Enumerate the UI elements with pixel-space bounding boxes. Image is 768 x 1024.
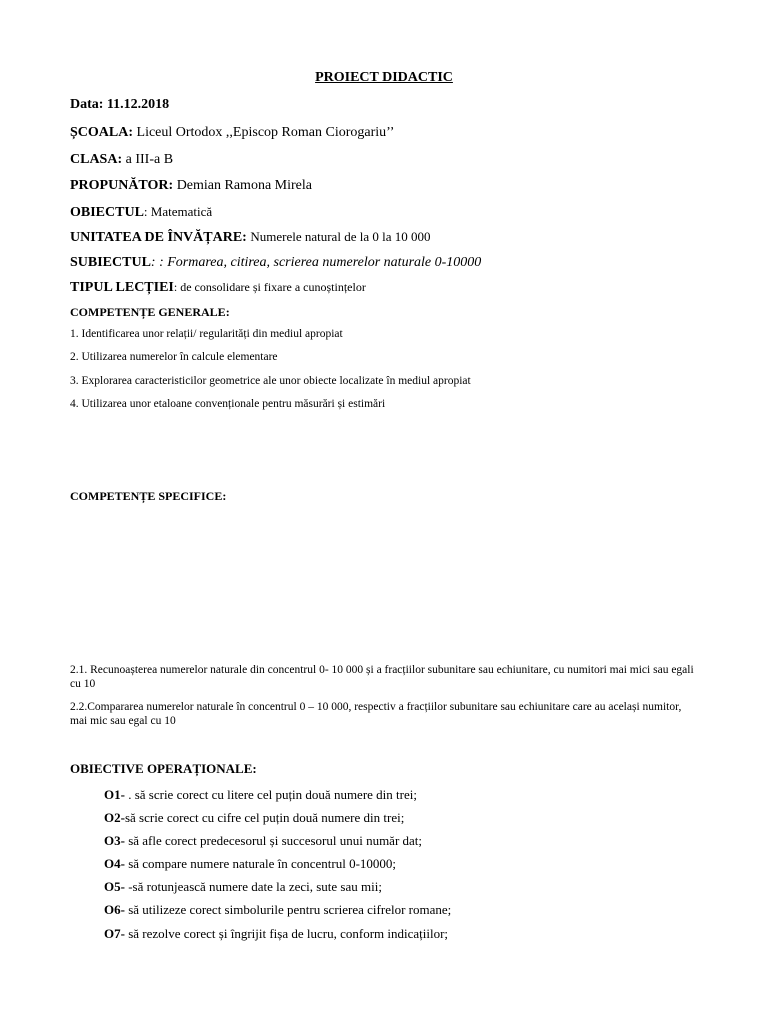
operational-text: să rezolve corect și îngrijit fișa de lucru, conform indicațiilor; — [124, 926, 449, 941]
unit-line — [70, 229, 430, 246]
general-item: 4. Utilizarea unor etaloane convenționale pentru măsurări și estimări — [70, 398, 386, 410]
subject-line — [70, 255, 481, 271]
operational-code: O1- — [104, 787, 125, 802]
lesson-type-value: : de consolidare și fixare a cunoștințelor — [173, 280, 366, 294]
subject-label: SUBIECTUL — [70, 255, 151, 270]
lesson-type-line — [70, 280, 366, 296]
unit-label: UNITATEA DE ÎNVĂȚARE: — [70, 230, 247, 245]
operational-code: O2- — [104, 810, 125, 825]
operational-item — [104, 833, 422, 849]
lesson-type-label: TIPUL LECȚIEI — [70, 280, 174, 295]
operational-text: -să rotunjească numere date la zeci, sute sau mii; — [124, 879, 382, 894]
operational-text: să utilizeze corect simbolurile pentru scrierea cifrelor romane; — [124, 902, 452, 917]
document-title: PROIECT DIDACTIC — [315, 70, 453, 85]
objective-line — [70, 204, 212, 221]
operational-item — [104, 879, 382, 895]
general-item: 1. Identificarea unor relații/ regularități din mediul apropiat — [70, 328, 343, 340]
operational-code: O4- — [104, 856, 125, 871]
operational-heading: OBIECTIVE OPERAȚIONALE: — [70, 761, 257, 776]
class-line — [70, 152, 173, 168]
operational-item — [104, 810, 404, 826]
general-item: 3. Explorarea caracteristicilor geometrice ale unor obiecte localizate în mediul apropiat — [70, 375, 471, 387]
operational-code: O7- — [104, 926, 125, 941]
subject-value: : : Formarea, citirea, scrierea numerelor naturale 0-10000 — [150, 255, 482, 270]
school-line — [70, 125, 394, 141]
specific-item: 2.1. Recunoașterea numerelor naturale din concentrul 0- 10 000 și a fracțiilor subunitare sau echiunitare, cu numitori mai mici sau egali cu 10 — [70, 664, 694, 690]
class-label: CLASA: — [70, 152, 123, 167]
proposer-line — [70, 178, 312, 194]
operational-item — [104, 787, 417, 803]
school-label: ȘCOALA: — [70, 125, 134, 140]
operational-code: O5- — [104, 879, 125, 894]
school-value: Liceul Ortodox ,,Episcop Roman Ciorogariu’’ — [136, 125, 395, 140]
operational-code: O3- — [104, 833, 125, 848]
general-heading: COMPETENȚE GENERALE: — [70, 305, 230, 319]
date-line: Data: 11.12.2018 — [70, 97, 170, 112]
class-value: a III-a B — [125, 152, 174, 167]
proposer-value: Demian Ramona Mirela — [176, 178, 312, 193]
specific-heading: COMPETENȚE SPECIFICE: — [70, 489, 227, 503]
operational-text: să compare numere naturale în concentrul 0-10000; — [124, 856, 397, 871]
unit-value: Numerele natural de la 0 la 10 000 — [250, 229, 431, 244]
objective-value: : Matematică — [143, 204, 213, 219]
operational-item — [104, 926, 448, 942]
operational-code: O6- — [104, 902, 125, 917]
operational-text: să afle corect predecesorul și succesorul unui număr dat; — [124, 833, 423, 848]
specific-item: 2.2.Compararea numerelor naturale în concentrul 0 – 10 000, respectiv a fracțiilor subunitare sau echiunitare care au același numitor, mai mic sau egal cu 10 — [70, 701, 682, 727]
operational-item — [104, 902, 451, 918]
general-item: 2. Utilizarea numerelor în calcule elementare — [70, 351, 278, 363]
operational-text: să scrie corect cu cifre cel puțin două numere din trei; — [124, 810, 405, 825]
operational-item — [104, 856, 396, 872]
proposer-label: PROPUNĂTOR: — [70, 178, 174, 193]
objective-label: OBIECTUL — [70, 205, 144, 220]
operational-text: . să scrie corect cu litere cel puțin două numere din trei; — [124, 787, 417, 802]
